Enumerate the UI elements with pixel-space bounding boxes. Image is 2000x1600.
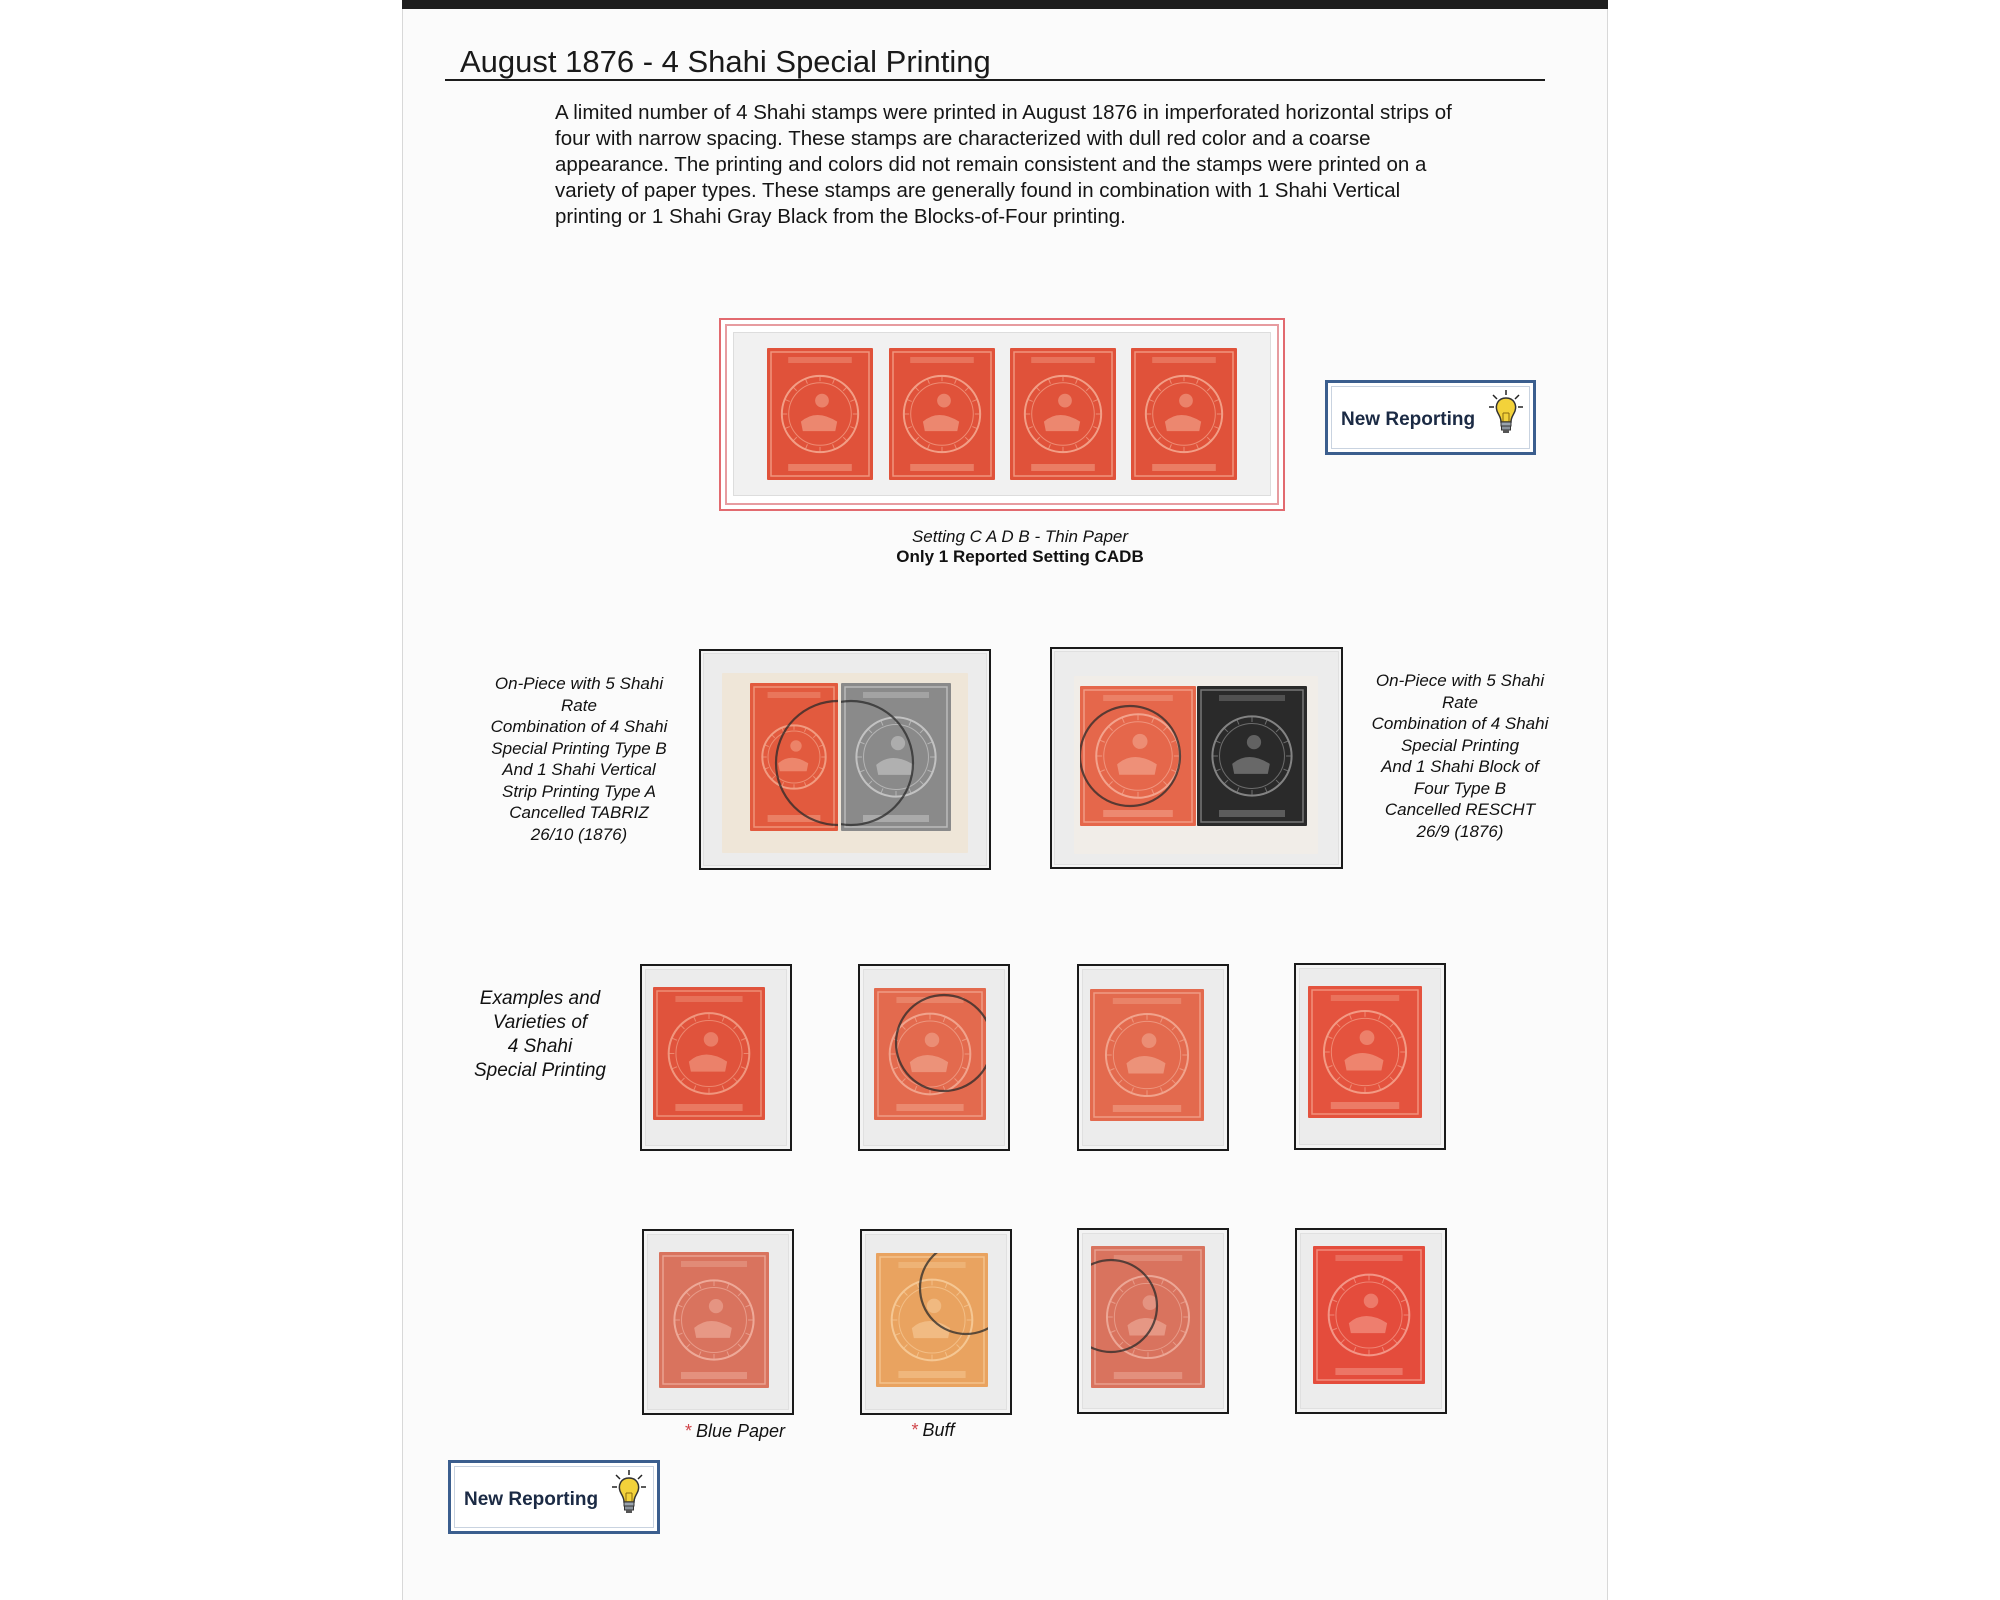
piece-caption-line: Special Printing Type B <box>491 738 667 758</box>
new-reporting-label: New Reporting <box>1341 409 1476 430</box>
title-rule <box>445 79 1545 81</box>
piece-caption-line: Cancelled TABRIZ <box>509 803 649 822</box>
example-row-1-stamp <box>653 987 765 1120</box>
piece-caption-line: Cancelled RESCHT <box>1384 800 1536 819</box>
blue-paper-caption: * Blue Paper <box>684 1421 786 1441</box>
piece-caption-line: Four Type B <box>1413 778 1507 798</box>
new-reporting-label: New Reporting <box>464 1489 599 1510</box>
piece-caption-line: Rate <box>561 695 597 715</box>
piece-caption-line: 26/10 (1876) <box>530 824 628 844</box>
examples-caption-line: Special Printing <box>473 1060 607 1081</box>
piece-1-1-shahi-stamp <box>841 683 951 831</box>
example-row-1-stamp <box>1090 989 1204 1121</box>
examples-caption-line: Varieties of <box>492 1012 588 1033</box>
piece-1-4-shahi-stamp <box>750 683 838 831</box>
example-row-1-stamp <box>1308 986 1422 1118</box>
strip-caption-setting: Setting C A D B - Thin Paper <box>911 527 1129 546</box>
lightbulb-icon <box>611 1469 647 1517</box>
example-row-1-stamp <box>874 988 986 1120</box>
example-row-2-stamp <box>659 1252 769 1388</box>
strip-stamp <box>1010 348 1116 480</box>
example-row-2-stamp <box>1313 1246 1425 1384</box>
strip-stamp <box>889 348 995 480</box>
new-reporting-badge <box>1325 380 1536 455</box>
piece-2-1-shahi-stamp <box>1197 686 1307 826</box>
piece-caption-line: Special Printing <box>1400 735 1520 755</box>
examples-caption-line: 4 Shahi <box>507 1036 573 1057</box>
piece-caption-line: On-Piece with 5 Shahi <box>494 674 664 693</box>
piece-2-4-shahi-stamp <box>1080 686 1196 826</box>
strip-stamp <box>767 348 873 480</box>
piece-caption-line: Combination of 4 Shahi <box>490 717 668 736</box>
examples-caption <box>455 987 625 1083</box>
example-row-2-stamp <box>876 1253 988 1387</box>
piece-caption-line: Strip Printing Type A <box>501 781 656 801</box>
buff-caption: * Buff <box>911 1420 955 1440</box>
piece-1-caption <box>474 673 684 845</box>
strip-caption-reported: Only 1 Reported Setting CADB <box>896 547 1144 566</box>
piece-2-caption <box>1355 670 1565 842</box>
intro-paragraph: A limited number of 4 Shahi stamps were printed in August 1876 in imperforated horizontal strips of four with narrow spacing. These stamps are characterized with dull red color and a coarse appearance. The printing and colors did not remain consistent and the stamps were printed on a variety of paper types. These stamps are generally found in combination with 1 Shahi Vertical printing or 1 Shahi Gray Black from the Blocks-of-Four printing. <box>555 101 1452 228</box>
top-bar <box>402 0 1608 9</box>
piece-caption-line: Combination of 4 Shahi <box>1371 714 1549 733</box>
piece-caption-line: Rate <box>1442 692 1478 712</box>
examples-caption-line: Examples and <box>479 988 601 1009</box>
lightbulb-icon <box>1488 389 1524 437</box>
page-title: August 1876 - 4 Shahi Special Printing <box>460 44 991 79</box>
new-reporting-badge-bottom <box>448 1460 660 1534</box>
piece-caption-line: And 1 Shahi Block of <box>1381 757 1539 776</box>
piece-caption-line: And 1 Shahi Vertical <box>502 760 656 779</box>
piece-caption-line: 26/9 (1876) <box>1416 821 1504 841</box>
example-row-2-stamp <box>1091 1246 1205 1388</box>
piece-caption-line: On-Piece with 5 Shahi <box>1375 671 1545 690</box>
strip-stamp <box>1131 348 1237 480</box>
